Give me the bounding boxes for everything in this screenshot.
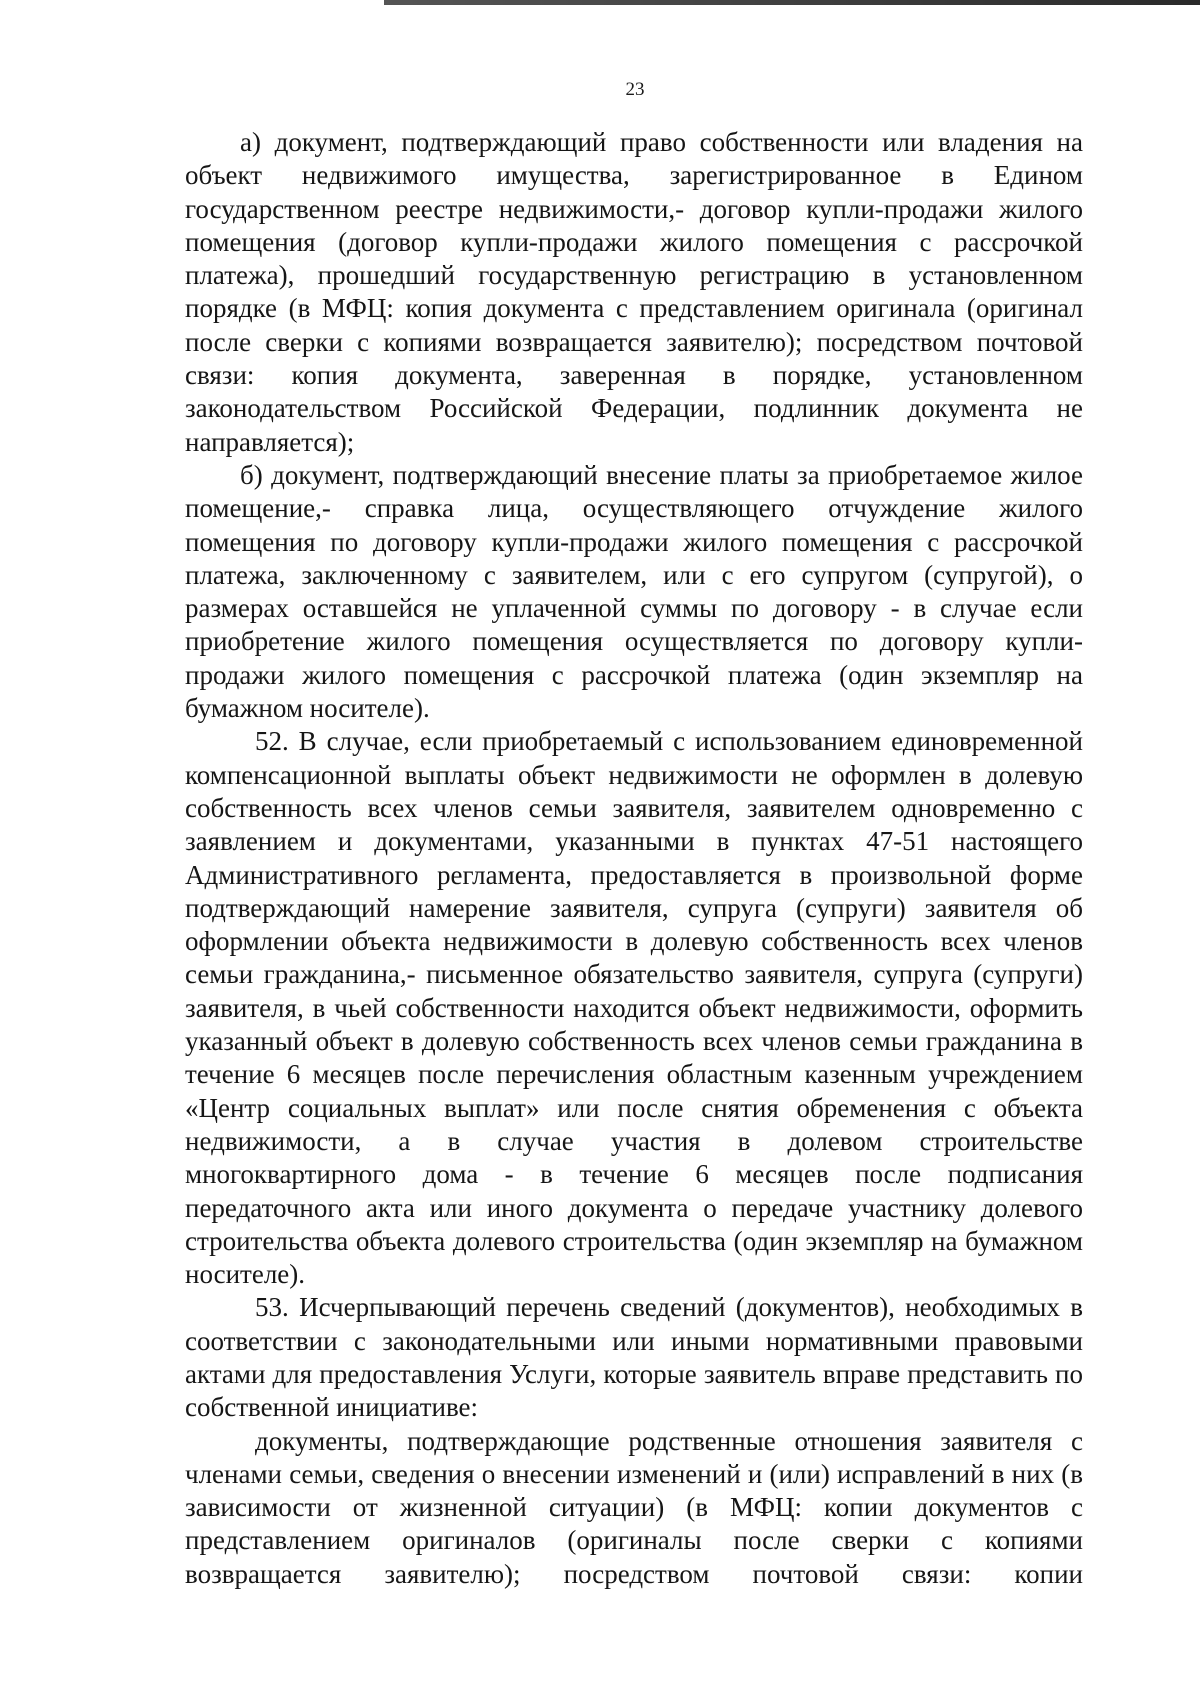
- paragraph-clause-53: 53. Исчерпывающий перечень сведений (документов), необходимых в соответствии с законодательными или иными нормативными правовыми актами для предоставления Услуги, которые заявитель вправе представить по собственной инициативе:: [185, 1292, 1083, 1423]
- page-number: 23: [625, 79, 645, 100]
- document-body: [185, 126, 1083, 1591]
- scan-top-edge: [0, 0, 1200, 5]
- paragraph-item-a: а) документ, подтверждающий право собственности или владения на объект недвижимого имущества, зарегистрированное в Едином государственном реестре недвижимости,- договор купли-продажи жилого помещения (договор купли-продажи жилого помещения с рассрочкой платежа), прошедший государственную регистрацию в установленном порядке (в МФЦ: копия документа с представлением оригинала (оригинал после сверки с копиями возвращается заявителю); посредством почтовой связи: копия документа, заверенная в порядке, установленном законодательством Российской Федерации, подлинник документа не направляется);: [185, 127, 1083, 457]
- paragraph-clause-52: 52. В случае, если приобретаемый с использованием единовременной компенсационной выплаты объект недвижимости не оформлен в долевую собственность всех членов семьи заявителя, заявителем одновременно с заявлением и документами, указанными в пунктах 47-51 настоящего Административного регламента, предоставляется в произвольной форме подтверждающий намерение заявителя, супруга (супруги) заявителя об оформлении объекта недвижимости в долевую собственность всех членов семьи гражданина,- письменное обязательство заявителя, супруга (супруги) заявителя, в чьей собственности находится объект недвижимости, оформить указанный объект в долевую собственность всех членов семьи гражданина в течение 6 месяцев после перечисления областным казенным учреждением «Центр социальных выплат» или после снятия обременения с объекта недвижимости, а в случае участия в долевом строительстве многоквартирного дома - в течение 6 месяцев после подписания передаточного акта или иного документа о передаче участнику долевого строительства объекта долевого строительства (один экземпляр на бумажном носителе).: [185, 726, 1083, 1290]
- paragraph-item-b: б) документ, подтверждающий внесение платы за приобретаемое жилое помещение,- справка лица, осуществляющего отчуждение жилого помещения по договору купли-продажи жилого помещения с рассрочкой платежа, заключенному с заявителем, или с его супругом (супругой), о размерах оставшейся не уплаченной суммы по договору - в случае если приобретение жилого помещения осуществляется по договору купли-продажи жилого помещения с рассрочкой платежа (один экземпляр на бумажном носителе).: [185, 459, 1083, 724]
- paragraph-documents-family: документы, подтверждающие родственные отношения заявителя с членами семьи, сведения о внесении изменений и (или) исправлений в них (в зависимости от жизненной ситуации) (в МФЦ: копии документов с представлением оригиналов (оригиналы после сверки с копиями возвращается заявителю); посредством почтовой связи: копии: [185, 1425, 1083, 1589]
